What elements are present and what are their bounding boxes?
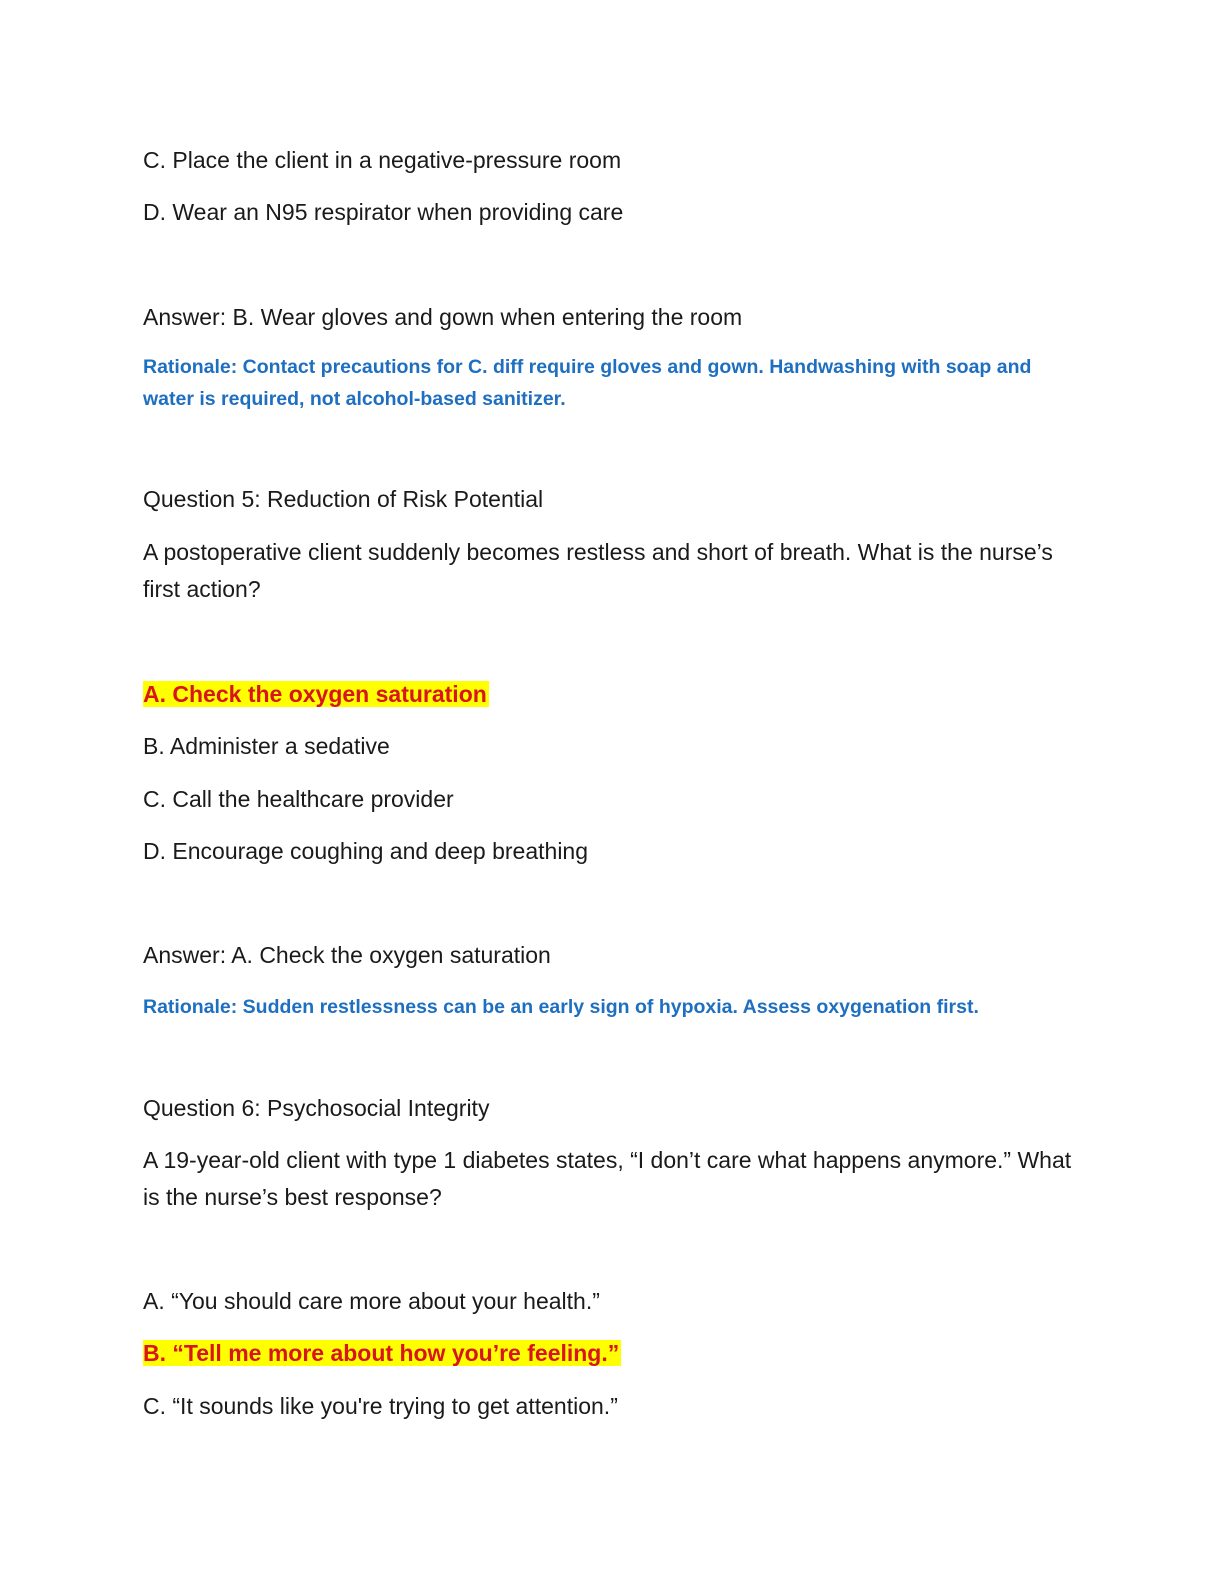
q4-option-d: D. Wear an N95 respirator when providing care [143,199,624,225]
q5-stem: A postoperative client suddenly becomes restless and short of breath. What is the nurse’s first action? [143,539,1053,602]
correct-answer-highlight: B. “Tell me more about how you’re feeling.” [143,1340,620,1366]
q5-option-d: D. Encourage coughing and deep breathing [143,838,589,864]
q5-answer: Answer: A. Check the oxygen saturation [143,942,551,968]
q6-option-c: C. “It sounds like you're trying to get attention.” [143,1393,618,1419]
q6-heading: Question 6: Psychosocial Integrity [143,1095,490,1121]
q5-option-b: B. Administer a sedative [143,733,390,759]
q4-answer: Answer: B. Wear gloves and gown when entering the room [143,304,743,330]
q4-rationale: Rationale: Contact precautions for C. diff require gloves and gown. Handwashing with soap and water is required, not alcohol-based sanitizer. [143,356,1032,410]
q5-rationale: Rationale: Sudden restlessness can be an early sign of hypoxia. Assess oxygenation first. [143,996,979,1018]
q5-heading: Question 5: Reduction of Risk Potential [143,486,544,512]
q6-option-b-correct [143,1335,621,1372]
q6-stem: A 19-year-old client with type 1 diabetes states, “I don’t care what happens anymore.” What is the nurse’s best response? [143,1147,1072,1210]
q6-option-a: A. “You should care more about your health.” [143,1288,600,1314]
q5-option-c: C. Call the healthcare provider [143,786,454,812]
q4-option-c: C. Place the client in a negative-pressure room [143,147,622,173]
correct-answer-highlight: A. Check the oxygen saturation [143,681,487,707]
q5-option-a-correct [143,676,489,713]
